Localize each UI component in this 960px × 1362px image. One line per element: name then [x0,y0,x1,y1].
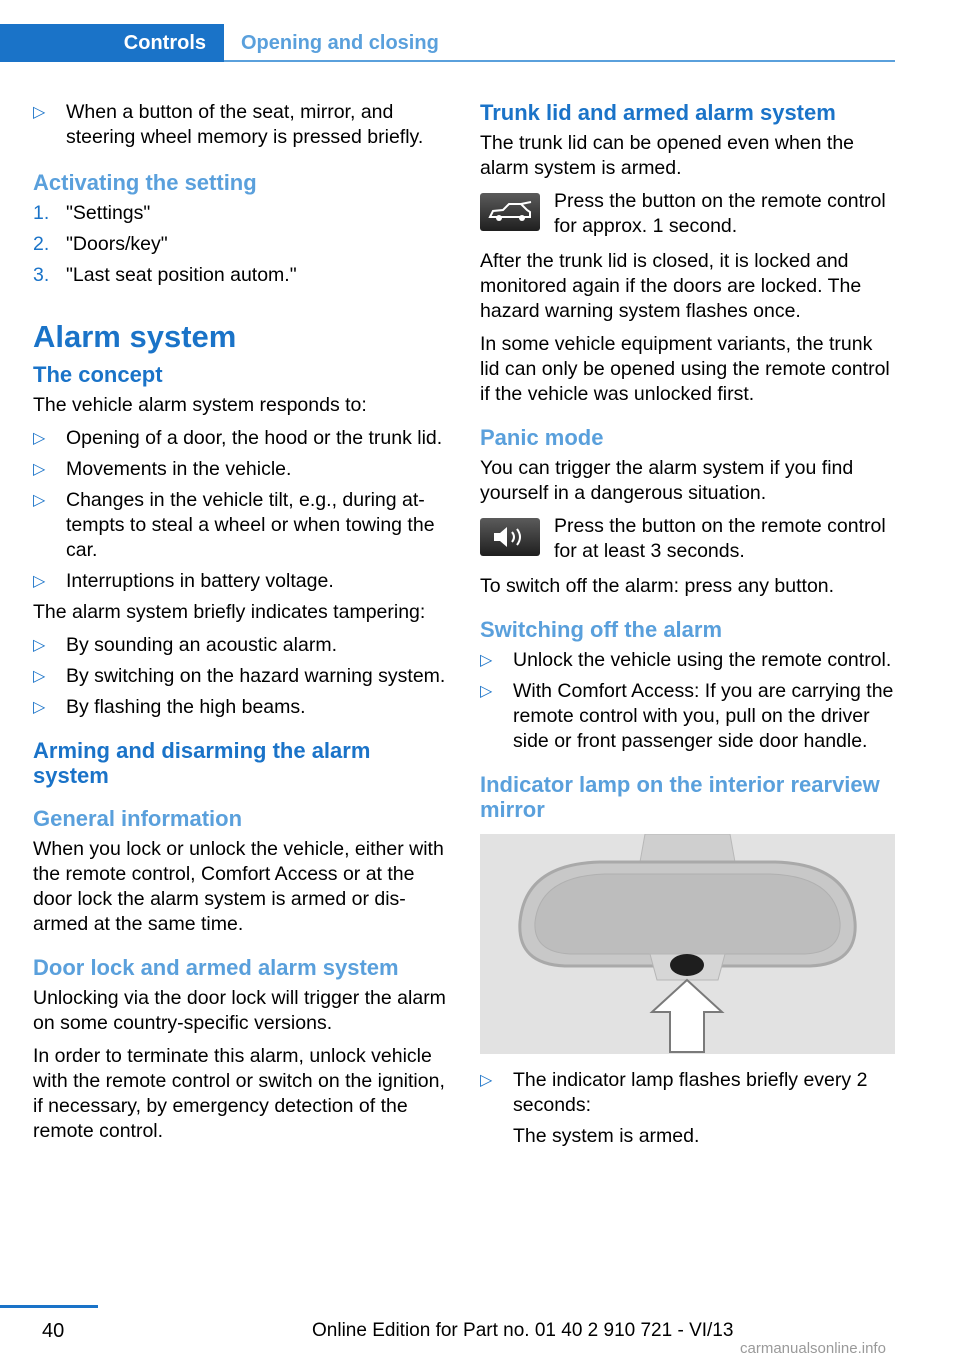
indicator-heading: Indicator lamp on the interior rearview mirror [480,772,880,822]
switchoff-heading: Switching off the alarm [480,617,723,642]
arming-heading: Arming and disarming the alarm system [33,738,371,788]
list-item: ▷ By sounding an acoustic alarm. [33,634,337,656]
watermark: carmanualsonline.info [740,1340,886,1357]
tamper-list [33,633,446,720]
list-item: ▷ Changes in the vehicle tilt, e.g., during attempts to steal a wheel or when towing the car. [33,489,435,561]
switchoff-list [480,648,895,754]
step-item: 3. "Last seat position autom." [33,264,297,286]
triangle-bullet-icon: ▷ [33,104,46,121]
rearview-mirror-illustration [480,834,895,1054]
right-column [480,100,895,1155]
list-item: ▷ Movements in the vehicle. [33,458,292,480]
footer-divider [0,1305,98,1308]
list-item: ▷ By switching on the hazard warning system. [33,665,446,687]
list-item: ▷ Interruptions in battery voltage. [33,570,334,592]
triangle-bullet-icon: ▷ [33,461,46,478]
panic-off-text: To switch off the alarm: press any button. [480,575,835,597]
panic-text: You can trigger the alarm system if you find yourself in a dangerous situation. [480,457,854,504]
steps-list [33,201,446,288]
triangle-bullet-icon: ▷ [33,699,46,716]
triangle-bullet-icon: ▷ [480,683,493,700]
general-heading: General information [33,806,243,831]
alarm-title: Alarm system [33,319,237,354]
triangle-bullet-icon: ▷ [33,637,46,654]
panic-button-text: Press the button on the remote control for at least 3 seconds. [554,515,886,562]
doorlock-text: Unlocking via the door lock will trigger the alarm on some country-specific versions. [33,987,446,1034]
triangle-bullet-icon: ▷ [480,1072,493,1089]
memory-list [33,100,446,150]
section-tab: Controls [0,24,224,62]
edition-text: Online Edition for Part no. 01 40 2 910 721 - VI/13 [312,1320,734,1341]
panic-heading: Panic mode [480,425,604,450]
list-item: ▷ The indicator lamp flashes briefly every 2 seconds: The system is armed. [480,1068,895,1149]
page-header [0,0,895,62]
left-column [33,100,446,1152]
concept-intro: The vehicle alarm system responds to: [33,394,367,416]
triangle-bullet-icon: ▷ [33,430,46,447]
car-trunk-icon [480,193,540,231]
triangle-bullet-icon: ▷ [33,573,46,590]
subsection-tab: Opening and closing [241,31,439,54]
trunk-button-row [480,189,895,239]
panic-button-row [480,514,895,564]
header-divider [224,60,895,62]
trunk-button-text: Press the button on the remote control for approx. 1 second. [554,190,886,237]
trunk-text: In some vehicle equipment variants, the trunk lid can only be opened using the remote control if the vehicle was unlocked first. [480,333,890,405]
triangle-bullet-icon: ▷ [480,652,493,669]
activating-heading: Activating the setting [33,170,257,195]
step-item: 2. "Doors/key" [33,233,168,255]
page-number: 40 [42,1320,65,1342]
list-item: ▷ Unlock the vehicle using the remote control. [480,649,892,671]
indicator-list [480,1068,895,1149]
doorlock-heading: Door lock and armed alarm system [33,955,399,980]
list-item: ▷ By flashing the high beams. [33,696,306,718]
list-item: ▷ With Comfort Access: If you are carrying the remote control with you, pull on the driver side or front passenger side door handle. [480,680,894,752]
list-item: ▷ When a button of the seat, mirror, and steering wheel memory is pressed briefly. [33,101,424,148]
concept-heading: The concept [33,362,163,387]
tamper-intro: The alarm system briefly indicates tampering: [33,601,426,623]
indicator-sub-text: The system is armed. [513,1125,700,1147]
trunk-text: After the trunk lid is closed, it is locked and monitored again if the doors are locked. The hazard warning system flashes once. [480,250,862,322]
doorlock-text: In order to terminate this alarm, unlock vehicle with the remote control or switch on the ignition, if necessary, by emergency detection of the remote control. [33,1045,445,1142]
general-text: When you lock or unlock the vehicle, either with the remote control, Comfort Access or at the door lock the alarm system is armed or disarmed at the same time. [33,838,444,935]
trunk-text: The trunk lid can be opened even when the alarm system is armed. [480,132,855,179]
step-item: 1. "Settings" [33,202,151,224]
responds-list [33,426,446,594]
list-item: ▷ Opening of a door, the hood or the trunk lid. [33,427,443,449]
speaker-icon [480,518,540,556]
triangle-bullet-icon: ▷ [33,492,46,509]
trunk-heading: Trunk lid and armed alarm system [480,100,836,125]
triangle-bullet-icon: ▷ [33,668,46,685]
